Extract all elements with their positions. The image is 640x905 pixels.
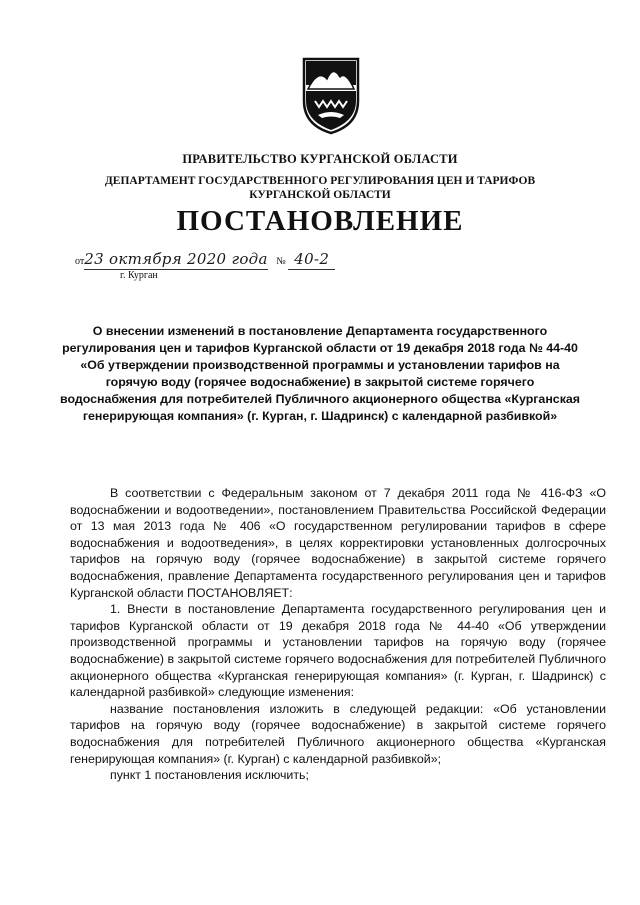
- document-subject: О внесении изменений в постановление Департамента государственного регулирования цен и тарифов Курганской области от 19 декабря 2018 года № 44-40 «Об утверждении производственной программы и установлении тарифов на горячую воду (горячее водоснабжение) в закрытой системе горячего водоснабжения для потребителей Публичного акционерного общества «Курганская генерирующая компания» (г. Курган, г. Шадринск) с календарной разбивкой»: [60, 324, 581, 423]
- date-number-line: [75, 252, 335, 270]
- handwritten-number: 40-2: [294, 250, 330, 268]
- body-paragraph: название постановления изложить в следующей редакции: «Об установлении тарифов на горячую воду (горячее водоснабжение) в закрытой системе горячего водоснабжения для потребителей Публичного акционерного общества «Курганская генерирующая компания» (г. Курган) с календарной разбивкой»;: [70, 701, 606, 766]
- document-type-title: ПОСТАНОВЛЕНИЕ: [176, 205, 464, 237]
- document-body: [70, 485, 606, 784]
- date-prefix: от: [75, 256, 85, 267]
- handwritten-date: 23 октября 2020 года: [84, 250, 268, 268]
- city-label: г. Курган: [120, 270, 158, 281]
- number-prefix: №: [276, 256, 286, 267]
- government-name: ПРАВИТЕЛЬСТВО КУРГАНСКОЙ ОБЛАСТИ: [182, 152, 458, 166]
- coat-of-arms-emblem: [300, 55, 362, 135]
- department-name: ДЕПАРТАМЕНТ ГОСУДАРСТВЕННОГО РЕГУЛИРОВАНИЯ ЦЕН И ТАРИФОВ КУРГАНСКОЙ ОБЛАСТИ: [104, 175, 536, 201]
- body-paragraph: 1. Внести в постановление Департамента государственного регулирования цен и тарифов Курганской области от 19 декабря 2018 года № 44-40 «Об утверждении производственной программы и установлении тарифов на горячую воду (горячее водоснабжение) в закрытой системе горячего водоснабжения для потребителей Публичного акционерного общества «Курганская генерирующая компания» (г. Курган, г. Шадринск) с календарной разбивкой» следующие изменения:: [70, 602, 606, 700]
- body-paragraph: пункт 1 постановления исключить;: [110, 768, 309, 783]
- body-paragraph: В соответствии с Федеральным законом от 7 декабря 2011 года № 416-ФЗ «О водоснабжении и водоотведении», постановлением Правительства Российской Федерации от 13 мая 2013 года № 406 «О государственном регулировании тарифов в сфере водоснабжения и водоотведения», в целях корректировки установленных долгосрочных тарифов на горячую воду (горячее водоснабжение) в закрытой системе горячего водоснабжения, правление Департамента государственного регулирования цен и тарифов Курганской области ПОСТАНОВЛЯЕТ:: [70, 486, 606, 600]
